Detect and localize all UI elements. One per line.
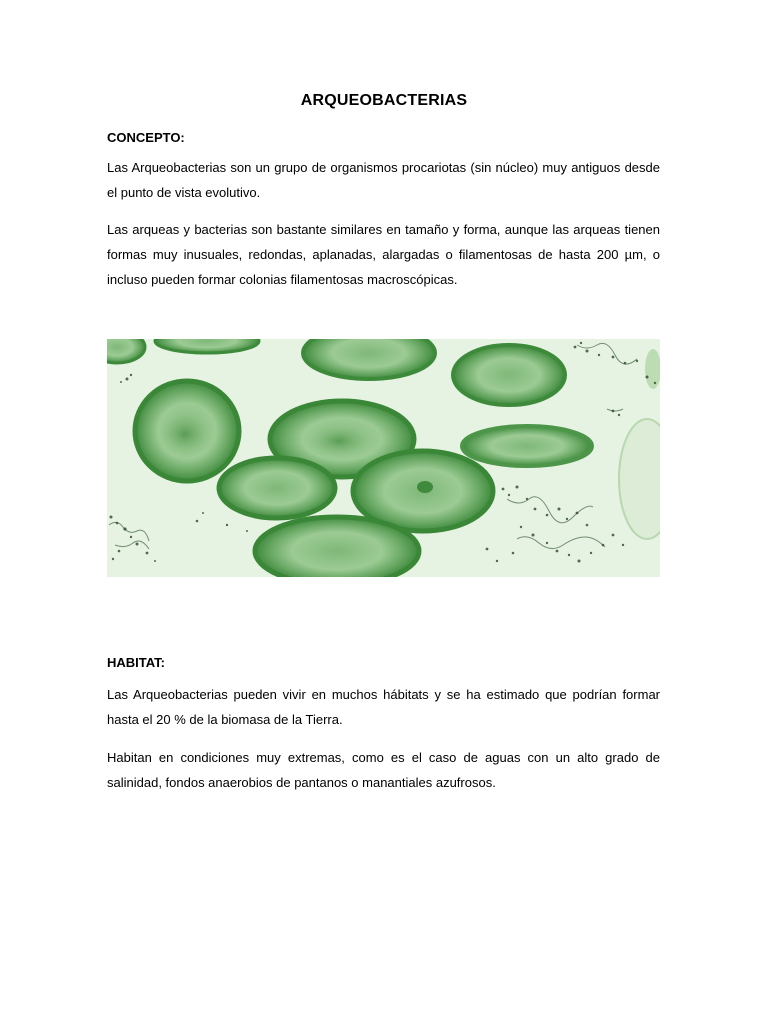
archaea-micrograph-image: [107, 339, 660, 577]
paragraph-concepto-1: Las Arqueobacterias son un grupo de organismos procariotas (sin núcleo) muy antiguos desde el punto de vista evolutivo.: [107, 160, 660, 200]
section-heading-concepto: CONCEPTO:: [107, 130, 185, 145]
section-heading-habitat: HABITAT:: [107, 655, 166, 670]
paragraph-habitat-2: Habitan en condiciones muy extremas, como es el caso de aguas con un alto grado de salinidad, fondos anaerobios de pantanos o manantiales azufrosos.: [107, 750, 660, 790]
paragraph-habitat-1: Las Arqueobacterias pueden vivir en muchos hábitats y se ha estimado que podrían formar hasta el 20 % de la biomasa de la Tierra.: [107, 687, 660, 727]
paragraph-concepto-2: Las arqueas y bacterias son bastante similares en tamaño y forma, aunque las arqueas tienen formas muy inusuales, redondas, aplanadas, alargadas o filamentosas de hasta 200 µm, o incluso pueden formar colonias filamentosas macroscópicas.: [107, 222, 660, 287]
page-title: ARQUEOBACTERIAS: [300, 92, 468, 109]
